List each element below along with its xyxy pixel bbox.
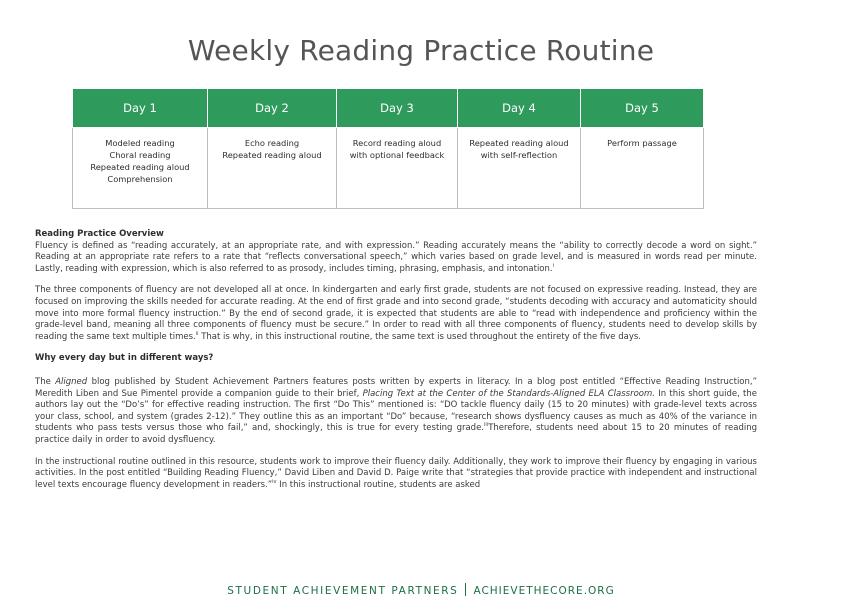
- header-day-4: Day 4: [458, 89, 581, 128]
- header-day-3: Day 3: [337, 89, 458, 128]
- document-body: [35, 229, 757, 501]
- day-3-activities: [337, 128, 458, 209]
- brief-title: Placing Text at the Center of the Standards-Aligned ELA Classroom.: [362, 388, 655, 399]
- overview-paragraph-1: Fluency is defined as “reading accurately, at an appropriate rate, and with expression.” Reading accurately means the “ability to correctly decode a word on sight.” Reading at an appropriate rate refers to a rate that “reflects conversational speech,” which varies based on grade level, and is measured in words read per minute. Lastly, reading with expression, which is also referred to as prosody, includes timing, phrasing, emphasis, and intonation.$^i$: [35, 240, 757, 274]
- blog-title: Aligned: [55, 376, 88, 387]
- schedule-activity-row: [73, 128, 704, 209]
- activity-item: Comprehension: [107, 174, 173, 184]
- header-day-2: Day 2: [208, 89, 337, 128]
- day-1-activities: [73, 128, 208, 209]
- activity-item: Perform passage: [607, 138, 677, 148]
- footer-divider: [465, 583, 466, 596]
- endnote-marker[interactable]: iv: [272, 478, 277, 485]
- day-4-activities: [458, 128, 581, 209]
- why-paragraph-1: The Aligned blog published by Student Achievement Partners features posts written by experts in literacy. In a blog post entitled “Effective Reading Instruction,” Meredith Liben and Sue Pimentel provide a companion guide to their brief, Placing Text at the Center of the Standards-Aligned ELA Classroom. In this short guide, the authors lay out the “Do’s” for effective reading instruction. The first “Do This” mentioned is: “DO tackle fluency daily (15 to 20 minutes) with grade-level texts across your class, school, and system (grades 2-12).” They outline this as an important “Do” because, “research shows dysfluency causes as much as 40% of the variance in students who pass tests versus those who fail,” and, shockingly, this is true for every testing grade.$^{iii}$Therefore, students need about 15 to 20 minutes of reading practice daily in order to avoid dysfluency.: [35, 376, 757, 445]
- activity-item: Repeated reading aloud: [90, 162, 190, 172]
- endnote-marker[interactable]: i: [552, 262, 554, 269]
- weekly-schedule-table: [72, 88, 704, 209]
- endnote-marker[interactable]: iii: [484, 422, 489, 429]
- endnote-marker[interactable]: ii: [195, 330, 199, 337]
- page-title: Weekly Reading Practice Routine: [187, 34, 655, 67]
- activity-item: with self-reflection: [480, 150, 558, 160]
- activity-item: Choral reading: [109, 150, 171, 160]
- activity-item: with optional feedback: [349, 150, 445, 160]
- footer-org-name: STUDENT ACHIEVEMENT PARTNERS: [227, 585, 459, 597]
- day-2-activities: [208, 128, 337, 209]
- schedule-header-row: [73, 89, 704, 128]
- why-heading: Why every day but in different ways?: [35, 353, 214, 364]
- header-day-5: Day 5: [581, 89, 704, 128]
- why-paragraph-2: In the instructional routine outlined in this resource, students work to improve their fluency daily. Additionally, they work to improve their fluency by engaging in various activities. In the post entitled “Building Reading Fluency,” David Liben and David D. Paige write that “strategies that provide practice with independent and instructional level texts encourage fluency development in readers.”$^{iv}$ In this instructional routine, students are asked: [35, 456, 757, 490]
- activity-item: Echo reading: [244, 138, 300, 148]
- footer-website-link[interactable]: ACHIEVETHECORE.ORG: [473, 585, 615, 597]
- activity-item: Repeated reading aloud: [222, 150, 322, 160]
- overview-heading: Reading Practice Overview: [35, 229, 164, 239]
- day-5-activities: [581, 128, 704, 209]
- overview-paragraph-2: The three components of fluency are not developed all at once. In kindergarten and early first grade, students are not focused on expressive reading. Instead, they are focused on improving the skills needed for accurate reading. At the end of first grade and into second grade, “students decoding with accuracy and automaticity should move into more formal fluency instruction.” By the end of second grade, it is expected that students are able to “read with independence and proficiency within the grade-level band, meaning all three components of fluency must be secure.” In order to read with all three components of fluency, students need to develop skills by reading the same text multiple times.$^{ii}$ That is why, in this instructional routine, the same text is used throughout the entirety of the five days.: [35, 285, 757, 342]
- activity-item: Record reading aloud: [352, 138, 442, 148]
- activity-item: Modeled reading: [105, 138, 175, 148]
- header-day-1: Day 1: [73, 89, 208, 128]
- activity-item: Repeated reading aloud: [469, 138, 569, 148]
